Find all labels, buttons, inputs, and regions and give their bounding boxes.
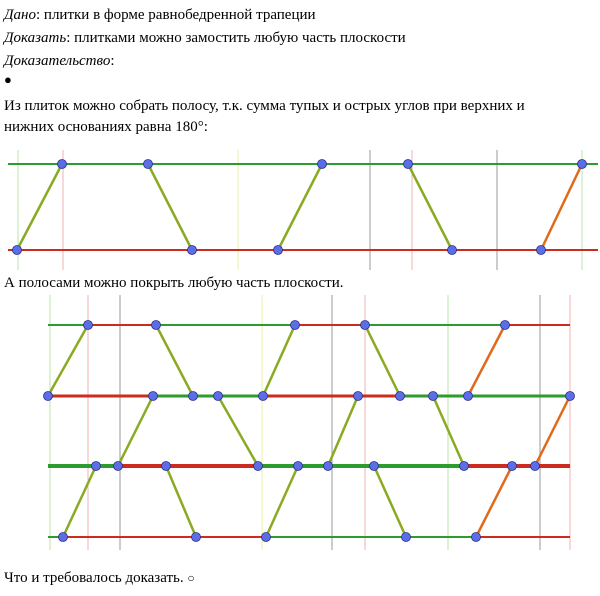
trapezoid-leg xyxy=(63,466,96,537)
trapezoid-leg xyxy=(541,164,582,250)
trapezoid-leg xyxy=(468,325,505,396)
trapezoid-leg xyxy=(166,466,196,537)
vertex-point xyxy=(324,462,333,471)
given-label: Дано xyxy=(4,7,36,23)
strip-figure xyxy=(0,150,600,270)
vertex-point xyxy=(318,160,327,169)
conclusion-line xyxy=(4,569,195,587)
vertex-point xyxy=(354,392,363,401)
trapezoid-leg xyxy=(118,396,153,466)
vertex-point xyxy=(508,462,517,471)
vertex-point xyxy=(361,321,370,330)
conclusion-text: Что и требовалось доказать. xyxy=(4,570,184,586)
prove-line xyxy=(4,29,406,47)
vertex-point xyxy=(402,533,411,542)
vertex-point xyxy=(404,160,413,169)
trapezoid-leg xyxy=(148,164,192,250)
vertex-point xyxy=(189,392,198,401)
vertex-point xyxy=(262,533,271,542)
prove-text: : плитками можно замостить любую часть плоскости xyxy=(66,30,406,46)
vertex-point xyxy=(291,321,300,330)
paragraph-1-line-1: Из плиток можно собрать полосу, т.к. сумма тупых и острых углов при верхних и xyxy=(4,98,525,114)
trapezoid-leg xyxy=(156,325,193,396)
vertex-point xyxy=(254,462,263,471)
vertex-point xyxy=(259,392,268,401)
trapezoid-leg xyxy=(263,325,295,396)
vertex-point xyxy=(192,533,201,542)
vertex-point xyxy=(578,160,587,169)
vertex-point xyxy=(58,160,67,169)
bullet: ● xyxy=(4,72,12,87)
vertex-point xyxy=(472,533,481,542)
vertex-point xyxy=(149,392,158,401)
vertex-point xyxy=(396,392,405,401)
vertex-point xyxy=(537,246,546,255)
vertex-point xyxy=(13,246,22,255)
vertex-point xyxy=(448,246,457,255)
end-mark: ○ xyxy=(187,571,195,585)
trapezoid-leg xyxy=(408,164,452,250)
prove-label: Доказать xyxy=(4,30,67,46)
trapezoid-leg xyxy=(218,396,258,466)
proof-label: Доказательство xyxy=(4,53,111,69)
vertex-point xyxy=(188,246,197,255)
paragraph-1-line-2: нижних основаниях равна 180°: xyxy=(4,119,208,135)
given-line xyxy=(4,6,316,24)
vertex-point xyxy=(370,462,379,471)
vertex-point xyxy=(464,392,473,401)
vertex-point xyxy=(152,321,161,330)
given-text: : плитки в форме равнобедренной трапеции xyxy=(36,7,316,23)
vertex-point xyxy=(429,392,438,401)
vertex-point xyxy=(294,462,303,471)
vertex-point xyxy=(214,392,223,401)
trapezoid-leg xyxy=(17,164,62,250)
paragraph-2: А полосами можно покрыть любую часть плоскости. xyxy=(4,275,344,291)
trapezoid-leg xyxy=(266,466,298,537)
trapezoid-leg xyxy=(476,466,512,537)
trapezoid-leg xyxy=(278,164,322,250)
tiling-figure xyxy=(0,295,600,550)
vertex-point xyxy=(531,462,540,471)
proof-line xyxy=(4,52,115,70)
vertex-point xyxy=(566,392,575,401)
trapezoid-leg xyxy=(48,325,88,396)
vertex-point xyxy=(501,321,510,330)
vertex-point xyxy=(162,462,171,471)
vertex-point xyxy=(144,160,153,169)
trapezoid-leg xyxy=(374,466,406,537)
vertex-point xyxy=(92,462,101,471)
vertex-point xyxy=(460,462,469,471)
vertex-point xyxy=(274,246,283,255)
proof-text: : xyxy=(110,53,115,69)
vertex-point xyxy=(59,533,68,542)
trapezoid-leg xyxy=(365,325,400,396)
vertex-point xyxy=(84,321,93,330)
vertex-point xyxy=(44,392,53,401)
vertex-point xyxy=(114,462,123,471)
